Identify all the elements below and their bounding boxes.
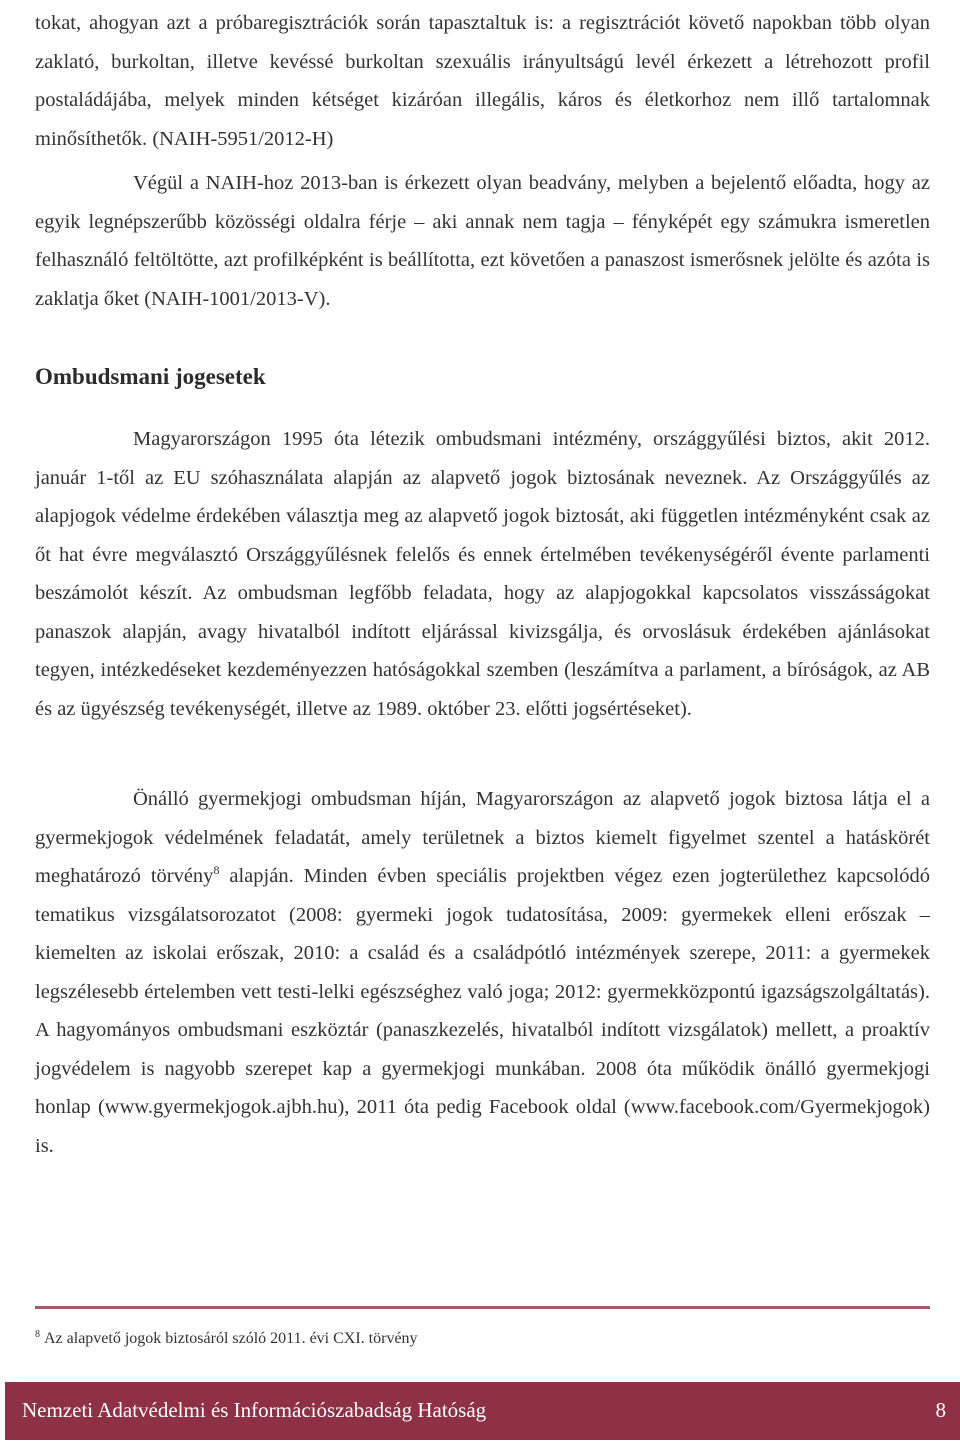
footnote-number: 8	[35, 1328, 40, 1340]
paragraph-text: Önálló gyermekjogi ombudsman híján, Magyarországon az alapvető jogok biztosa látja el a gyermekjogok védelmének feladatát, amely területnek a biztos kiemelt figyelmet szentel a hatáskörét meghatározó törvény	[35, 788, 930, 887]
paragraph-text: alapján. Minden évben speciális projektben végez ezen jogterülethez kapcsolódó tematikus vizsgálatsorozatot (2008: gyermeki jogok tudatosítása, 2009: gyermekek elleni erőszak – kiemelten az iskolai erőszak, 2010: a család és a családpótló intézmények szerepe, 2011: a gyermekek legszélesebb értelemben vett testi-lelki egészséghez való joga; 2012: gyermekközpontú igazságszolgáltatás). A hagyományos ombudsmani eszköztár (panaszkezelés, hivatalból indított vizsgálatok) mellett, a proaktív jogvédelem is nagyobb szerepet kap a gyermekjogi munkában. 2008 óta működik önálló gyermekjogi honlap (www.gyermekjogok.ajbh.hu), 2011 óta pedig Facebook oldal (www.facebook.com/Gyermekjogok) is.	[35, 865, 930, 1157]
footnote-divider	[35, 1306, 930, 1309]
case-reference: (NAIH-5951/2012-H)	[147, 127, 334, 150]
footnote-text: Az alapvető jogok biztosáról szóló 2011. évi CXI. törvény	[44, 1330, 418, 1347]
footnote	[35, 1330, 418, 1348]
section-heading: Ombudsmani jogesetek	[35, 364, 266, 389]
paragraph-child-rights	[35, 780, 930, 1165]
paragraph-naih-case: Végül a NAIH-hoz 2013-ban is érkezett olyan beadvány, melyben a bejelentő előadta, hogy az egyik legnépszerűbb közösségi oldalra férje – aki annak nem tagja – fényképét egy számukra ismeretlen felhasználó feltöltötte, azt profilképként is beállította, ezt követően a panaszost ismerősnek jelölte és azóta is zaklatja őket (NAIH-1001/2013-V).	[35, 172, 930, 310]
paragraph-ombudsman-intro: Magyarországon 1995 óta létezik ombudsmani intézmény, országgyűlési biztos, akit 2012. január 1-től az EU szóhasználata alapján az alapvető jogok biztosának neveznek. Az Országgyűlés az alapjogok védelme érdekében választja meg az alapvető jogok biztosát, aki független intézményként csak az őt hat évre megválasztó Országgyűlésnek felelős és ennek értelmében tevékenységéről évente parlamenti beszámolót készít. Az ombudsman legfőbb feladata, hogy az alapjogokkal kapcsolatos visszásságokat panaszok alapján, avagy hivatalból indított eljárással kivizsgálja, és orvoslásuk érdekében ajánlásokat tegyen, intézkedéseket kezdeményezzen hatóságokkal szemben (leszámítva a parlament, a bíróságok, az AB és az ügyészség tevékenységét, illetve az 1989. október 23. előtti jogsértéseket).	[35, 428, 930, 720]
page-number: 8	[935, 1398, 946, 1422]
footnote-marker: 8	[213, 863, 220, 878]
footer-title: Nemzeti Adatvédelmi és Információszabadság Hatóság	[22, 1398, 487, 1422]
paragraph-text: tokat, ahogyan azt a próbaregisztrációk során tapasztaltuk is: a regisztrációt követő napokban több olyan zaklató, burkoltan, illetve kevéssé burkoltan szexuális irányultságú levél érkezett a létrehozott profil postaládájába, melyek minden kétséget kizáróan illegális, káros és életkorhoz nem illő tartalomnak minősíthetők.	[35, 12, 930, 150]
page-footer	[5, 1382, 960, 1440]
paragraph-continuation	[35, 4, 930, 158]
